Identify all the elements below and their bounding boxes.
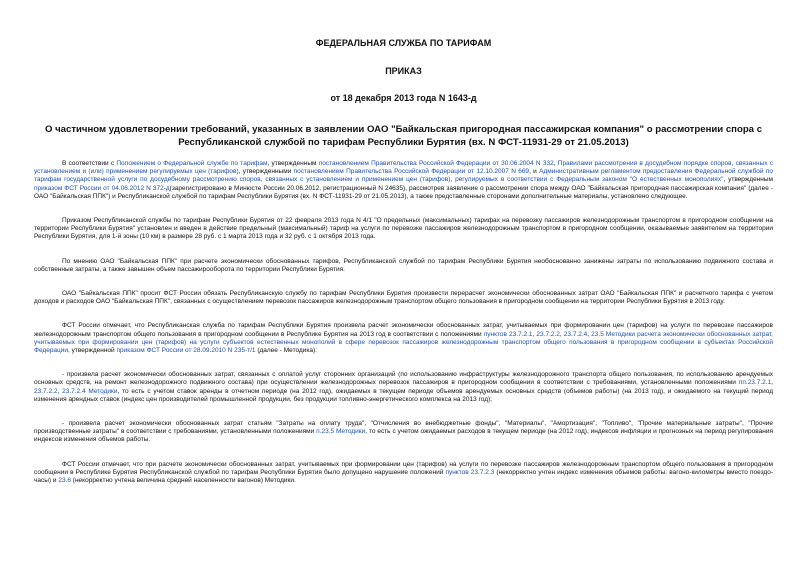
document-link[interactable]: Правилами рассмотрения в досудебном порядке споров, связанных с установлением и (или) применением регулируемых цен (тарифов) bbox=[34, 160, 773, 176]
paragraph-text: , то есть с учетом ожидаемых расходов в текущем периоде (на 2012 год), индексов инфляции и прогнозных на период регулирования индексов изменения объемов работы. bbox=[34, 428, 773, 444]
paragraph-text: (далее - Методика): bbox=[255, 347, 317, 355]
body-paragraph bbox=[34, 461, 773, 486]
document-date-heading: от 18 декабря 2013 года N 1643-д bbox=[330, 93, 477, 103]
document-link[interactable]: пунктов 23.7.2.1 bbox=[483, 330, 533, 338]
document-body bbox=[34, 160, 773, 485]
paragraph-text: По мнению ОАО "Байкальская ППК" при расчете экономически обоснованных тарифов, Республиканской службой по тарифам Республики Бурятия необоснованно занижены затраты по использованию подвижного состава и собственные затраты, а также завышен объем пассажирооборота по территории Республики Бурятия. bbox=[34, 257, 773, 273]
paragraph-text: , bbox=[771, 379, 773, 387]
paragraph-text: В соответствии с bbox=[62, 160, 117, 167]
agency-heading: ФЕДЕРАЛЬНАЯ СЛУЖБА ПО ТАРИФАМ bbox=[315, 38, 492, 48]
paragraph-text: (зарегистрировано в Минюсте России 20.06.2012, регистрационный N 24635), рассмотрев заявление о рассмотрении спора между ОАО "Байкальская пригородная пассажирская компания" (далее - ОАО "Байкальская ППК") и Республиканской службой по тарифам Республики Бурятия (вх. N ФСТ-11931-29 от 21.05.2013), а также представленные сторонами дополнительные материалы, установлено следующее. bbox=[34, 184, 773, 200]
document-title: О частичном удовлетворении требований, указанных в заявлении ОАО "Байкальская пригородная пассажирская компания" о рассмотрении спора с Республиканской службой по тарифам Республики Бурятия (вх. N ФСТ-11931-29 от 21.05.2013) bbox=[44, 124, 763, 148]
paragraph-text: ОАО "Байкальская ППК" просит ФСТ России обязать Республиканскую службу по тарифам Республики Бурятия произвести перерасчет экономически обоснованных затрат ОАО "Байкальская ППК" и расчетного тарифа с учетом доходов и расходов ОАО "Байкальская ППК", связанных с осуществлением перевозок пассажиров железнодорожным транспортом общего пользования в пригородном сообщении на территории Республики Бурятия в 2013 году. bbox=[34, 290, 773, 306]
document-link[interactable]: пп.23.7.2.1 bbox=[738, 379, 772, 387]
paragraph-text: (некорректно учтена величина средней населенности вагонов) Методики. bbox=[71, 477, 296, 485]
paragraph-text: Приказом Республиканской службы по тарифам Республики Бурятия от 22 февраля 2013 года N 4/1 "О предельных (максимальных) тарифах на перевозку пассажиров железнодорожным транспортом в пригородном сообщении на территории Республики Бурятия" установлен и введен в действие предельный (максимальный) тариф на услуги по перевозке пассажиров железнодорожным транспортом в пригородном сообщении, оказываемые заявителем на территории Республики Бурятия, для 1-й зоны (10 км) в размере 28 руб. с 1 марта 2013 года и 32 руб. с 1 октября 2013 года. bbox=[34, 217, 773, 241]
paragraph-text: , bbox=[553, 160, 558, 167]
paragraph-text: , bbox=[587, 330, 592, 338]
document-link[interactable]: Административным регламентом предоставления Федеральной службой по тарифам государственной услуги по досудебному рассмотрению споров, связанных с установлением и применением цен (тарифов), регулируемых в соответствии с Федеральным законом "О естественных монополиях" bbox=[34, 168, 773, 184]
body-paragraph bbox=[34, 160, 773, 201]
document-link[interactable]: 23.7.2.2 bbox=[536, 330, 560, 338]
body-paragraph bbox=[34, 290, 773, 306]
document-type-heading: ПРИКАЗ bbox=[385, 66, 422, 76]
document-link[interactable]: 23.7.2.4 Методики bbox=[62, 387, 118, 395]
document-link[interactable]: 23.5 Методики расчета экономически обоснованных затрат, учитываемых при формировании цен (тарифов) на услуги субъектов естественных монополий в сфере перевозок пассажиров железнодорожным транспортом общего пользования в пригородном сообщении в субъектах Российской Федерации bbox=[34, 330, 773, 355]
paragraph-text: - произвела расчет экономически обоснованных затрат, связанных с оплатой услуг сторонних организаций (по использованию инфраструктуры железнодорожного транспорта общего пользования, по использованию арендуемых основных средств, на ремонт железнодорожного подвижного состава) при осуществлении железнодорожных перевозок пассажиров в пригородном сообщении в соответствии с требованиями, установленными положениями bbox=[34, 371, 773, 387]
document-link[interactable]: Положением о Федеральной службе по тарифам bbox=[116, 160, 268, 167]
paragraph-text: (некорректно учтен индекс изменения объемов работы: вагоно-километры вместо поездо-часы) и bbox=[34, 468, 773, 485]
paragraph-text: , bbox=[532, 330, 537, 338]
paragraph-text: , и bbox=[529, 168, 540, 176]
body-paragraph bbox=[34, 217, 773, 242]
paragraph-text: , утвержденными bbox=[238, 168, 294, 176]
body-paragraph bbox=[34, 420, 773, 445]
document-link[interactable]: пунктов 23.7.2.3 bbox=[445, 468, 495, 476]
document-link[interactable]: постановлением Правительства Российской Федерации от 30.06.2004 N 332 bbox=[318, 160, 554, 167]
paragraph-text: ФСТ России отмечает, что Республиканская служба по тарифам Республики Бурятия произвела расчет экономически обоснованных затрат, учитываемых при формировании цен (тарифов) на услуги по перевозке пассажиров железнодорожным транспортом общего пользования в пригородном сообщении в Республике Бурятия на 2013 год в соответствии с положениями bbox=[34, 322, 773, 338]
paragraph-text: ФСТ России отмечает, что при расчете экономически обоснованных затрат, учитываемых при формировании цен (тарифов) на услуги по перевозке пассажиров железнодорожным транспортом общего пользования в пригородном сообщении в Республике Бурятия Республиканской службой по тарифам Республики Бурятия было допущено нарушение положений bbox=[34, 460, 773, 476]
body-paragraph bbox=[34, 322, 773, 355]
paragraph-text: , то есть с учетом ставок аренды в отчетном периоде (на 2012 год), ожидаемых в текущем периоде объемов арендуемых основных средств (объемов работы) (на 2013 год), и ожидаемого на текущий период изменения арендных ставок (индекс цен производителей промышленной продукции, без продукции топливно-энергетического комплекса на 2013 год); bbox=[34, 387, 773, 403]
document-link[interactable]: 23.7.2.4 bbox=[563, 330, 588, 338]
paragraph-text: , bbox=[57, 387, 63, 395]
document-link[interactable]: 23.6 bbox=[58, 477, 71, 485]
document-link[interactable]: п.23.5 Методики bbox=[316, 428, 366, 436]
document-link[interactable]: приказом ФСТ России от 28.09.2010 N 235-т/1 bbox=[116, 347, 256, 355]
paragraph-text: , утвержденной bbox=[68, 347, 117, 355]
paragraph-text: - произвела расчет экономически обоснованных затрат статьям "Затраты на оплату труда", "Отчисления во внебюджетные фонды", "Материалы", "Амортизация", "Топливо", "Прочие материальные затраты", "Прочие производственные затраты" в соответствии с требованиями, установленными положениями bbox=[34, 420, 773, 436]
paragraph-text: , bbox=[559, 330, 564, 338]
document-link[interactable]: 23.7.2.2 bbox=[34, 387, 58, 395]
body-paragraph bbox=[34, 258, 773, 274]
document-link[interactable]: постановлением Правительства Российской Федерации от 12.10.2007 N 669 bbox=[293, 168, 530, 176]
body-paragraph bbox=[34, 371, 773, 404]
paragraph-text: , утвержденным bbox=[267, 160, 319, 167]
document-link[interactable]: приказом ФСТ России от 04.06.2012 N 372-д bbox=[34, 184, 170, 192]
paragraph-text: , утвержденным bbox=[723, 176, 773, 184]
